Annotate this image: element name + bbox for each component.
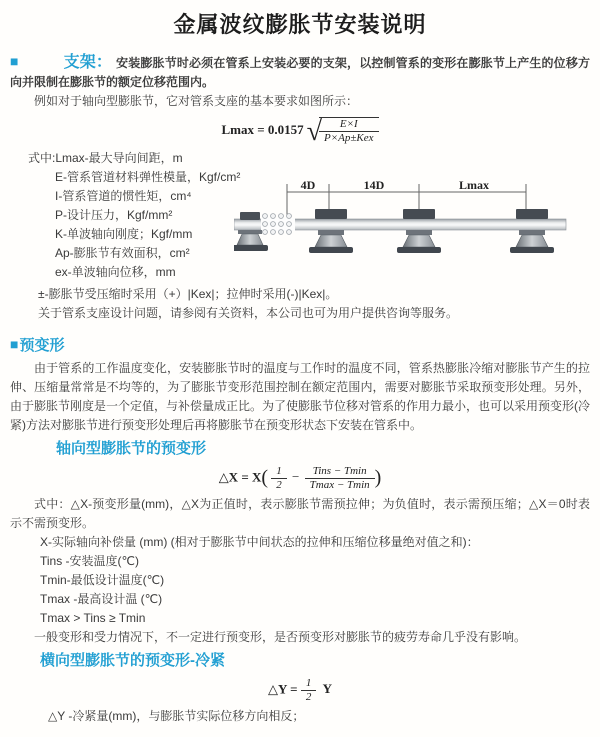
section-bullet-icon: ■ — [10, 336, 19, 352]
lateral-coldpull-formula — [10, 677, 590, 704]
page-title: 金属波纹膨胀节安装说明 — [173, 12, 427, 37]
formula3-lhs: △Y = — [268, 681, 298, 697]
lateral-note: △Y -冷紧量(mm)，与膨胀节实际位移方向相反； — [48, 709, 305, 723]
legend-and-diagram — [10, 149, 590, 285]
dimension-label-14d: 14D — [363, 179, 385, 192]
dimension-label-4d: 4D — [300, 179, 316, 192]
formula1-denominator: P×Ap±Kex — [324, 132, 374, 144]
temp-numerator: Tins − Tmin — [305, 465, 375, 479]
formula1-numerator: E×I — [319, 118, 379, 132]
guide-spacing-formula — [10, 117, 590, 145]
section-bullet-icon: ■ — [10, 53, 19, 69]
temp-def-tmax: Tmax -最高设计温 (℃) — [40, 592, 163, 606]
pipe-guide-support — [397, 209, 441, 253]
support-example-text: 例如对于轴向型膨胀节，它对管系支座的基本要求如图所示： — [34, 94, 359, 108]
legend-intro: 式中:Lmax-最大导向间距，m — [28, 151, 183, 165]
half-numerator: 1 — [301, 677, 317, 691]
dimension-label-lmax: Lmax — [459, 179, 489, 192]
pipe-guide-support — [510, 209, 554, 253]
legend-item-P: P-设计压力，Kgf/mm² — [55, 208, 173, 222]
formula1-fraction — [319, 117, 379, 145]
axial-predeform-formula — [10, 465, 590, 492]
support-intro-text: 安装膨胀节时必须在管系上安装必要的支架，以控制管系的变形在膨胀节上产生的位移方向并限制在膨胀节的额定位移范围内。 — [10, 56, 590, 89]
radical-sign-icon: √ — [306, 115, 323, 147]
half-denominator: 2 — [276, 479, 282, 491]
temperature-fraction — [305, 465, 375, 492]
legend-item-ex: ex-单波轴向位移，mm — [55, 265, 176, 279]
consult-note: 关于管系支座设计问题，请参阅有关资料，本公司也可为用户提供咨询等服务。 — [38, 306, 459, 320]
temp-denominator: Tmax − Tmin — [309, 479, 370, 491]
minus-operator: − — [292, 469, 300, 485]
formula2-lhs: △X = X — [218, 469, 262, 485]
support-section-heading: 支架： — [63, 54, 113, 71]
legend-item-I: I-管系管道的惯性矩，cm⁴ — [55, 189, 192, 203]
legend-item-E: E-管系管道材料弹性模量，Kgf/cm² — [55, 170, 241, 184]
one-half-fraction — [301, 677, 317, 704]
predeform-section-heading — [10, 333, 590, 357]
axial-subheading: 轴向型膨胀节的预变形 — [56, 440, 207, 457]
bellows-icon — [261, 214, 295, 235]
left-paren: ( — [261, 466, 269, 489]
axial-note1: 式中：△X-预变形量(mm)，△X为正值时，表示膨胀节需预拉伸；为负值时，表示需预压缩；△X＝0时表示不需预变形。 — [10, 497, 590, 530]
plusminus-note: ±-膨胀节受压缩时采用（+）|Kex|；拉伸时采用(-)|Kex|。 — [38, 287, 338, 301]
legend-item-K: K-单波轴向刚度；Kgf/mm — [55, 227, 193, 241]
legend-item-Ap: Ap-膨胀节有效面积，cm² — [55, 246, 190, 260]
support-section-lead — [10, 52, 590, 92]
one-half-fraction — [271, 465, 287, 492]
half-denominator: 2 — [305, 691, 312, 703]
predeform-body-text: 由于管系的工作温度变化，安装膨胀节时的温度与工作时的温度不同，管系热膨胀冷缩对膨胀节产生的拉伸、压缩量常常是不均等的，为了膨胀节变形范围控制在额定范围内，需要对膨胀节采取预变形处理。另外，由于膨胀节刚度是一个定值，与补偿量成正比。为了使膨胀节位移对管系的作用力最小，也可以采用预变形(冷紧)方法对膨胀节进行预变形处理后再将膨胀节在预变形状态下安装在管系中。 — [10, 361, 591, 432]
support-spacing-diagram — [234, 179, 590, 279]
temp-inequality: Tmax > Tins ≥ Tmin — [40, 611, 146, 625]
formula1-lhs: Lmax = 0.0157 — [221, 121, 304, 137]
right-paren: ) — [374, 466, 382, 489]
lateral-subheading: 横向型膨胀节的预变形-冷紧 — [40, 652, 225, 669]
axial-note2: X-实际轴向补偿量 (mm) (相对于膨胀节中间状态的拉伸和压缩位移量绝对值之和)： — [40, 535, 479, 549]
axial-note3: 一般变形和受力情况下，不一定进行预变形，是否预变形对膨胀节的疲劳寿命几乎没有影响。 — [34, 630, 527, 644]
pipe-guide-support — [309, 209, 353, 253]
temp-def-tins: Tins -安装温度(℃) — [40, 554, 140, 568]
formula3-rhs: Y — [322, 681, 332, 697]
half-numerator: 1 — [271, 465, 287, 479]
temp-def-tmin: Tmin-最低设计温度(℃) — [40, 573, 165, 587]
predeform-heading-text: 预变形 — [19, 337, 65, 354]
